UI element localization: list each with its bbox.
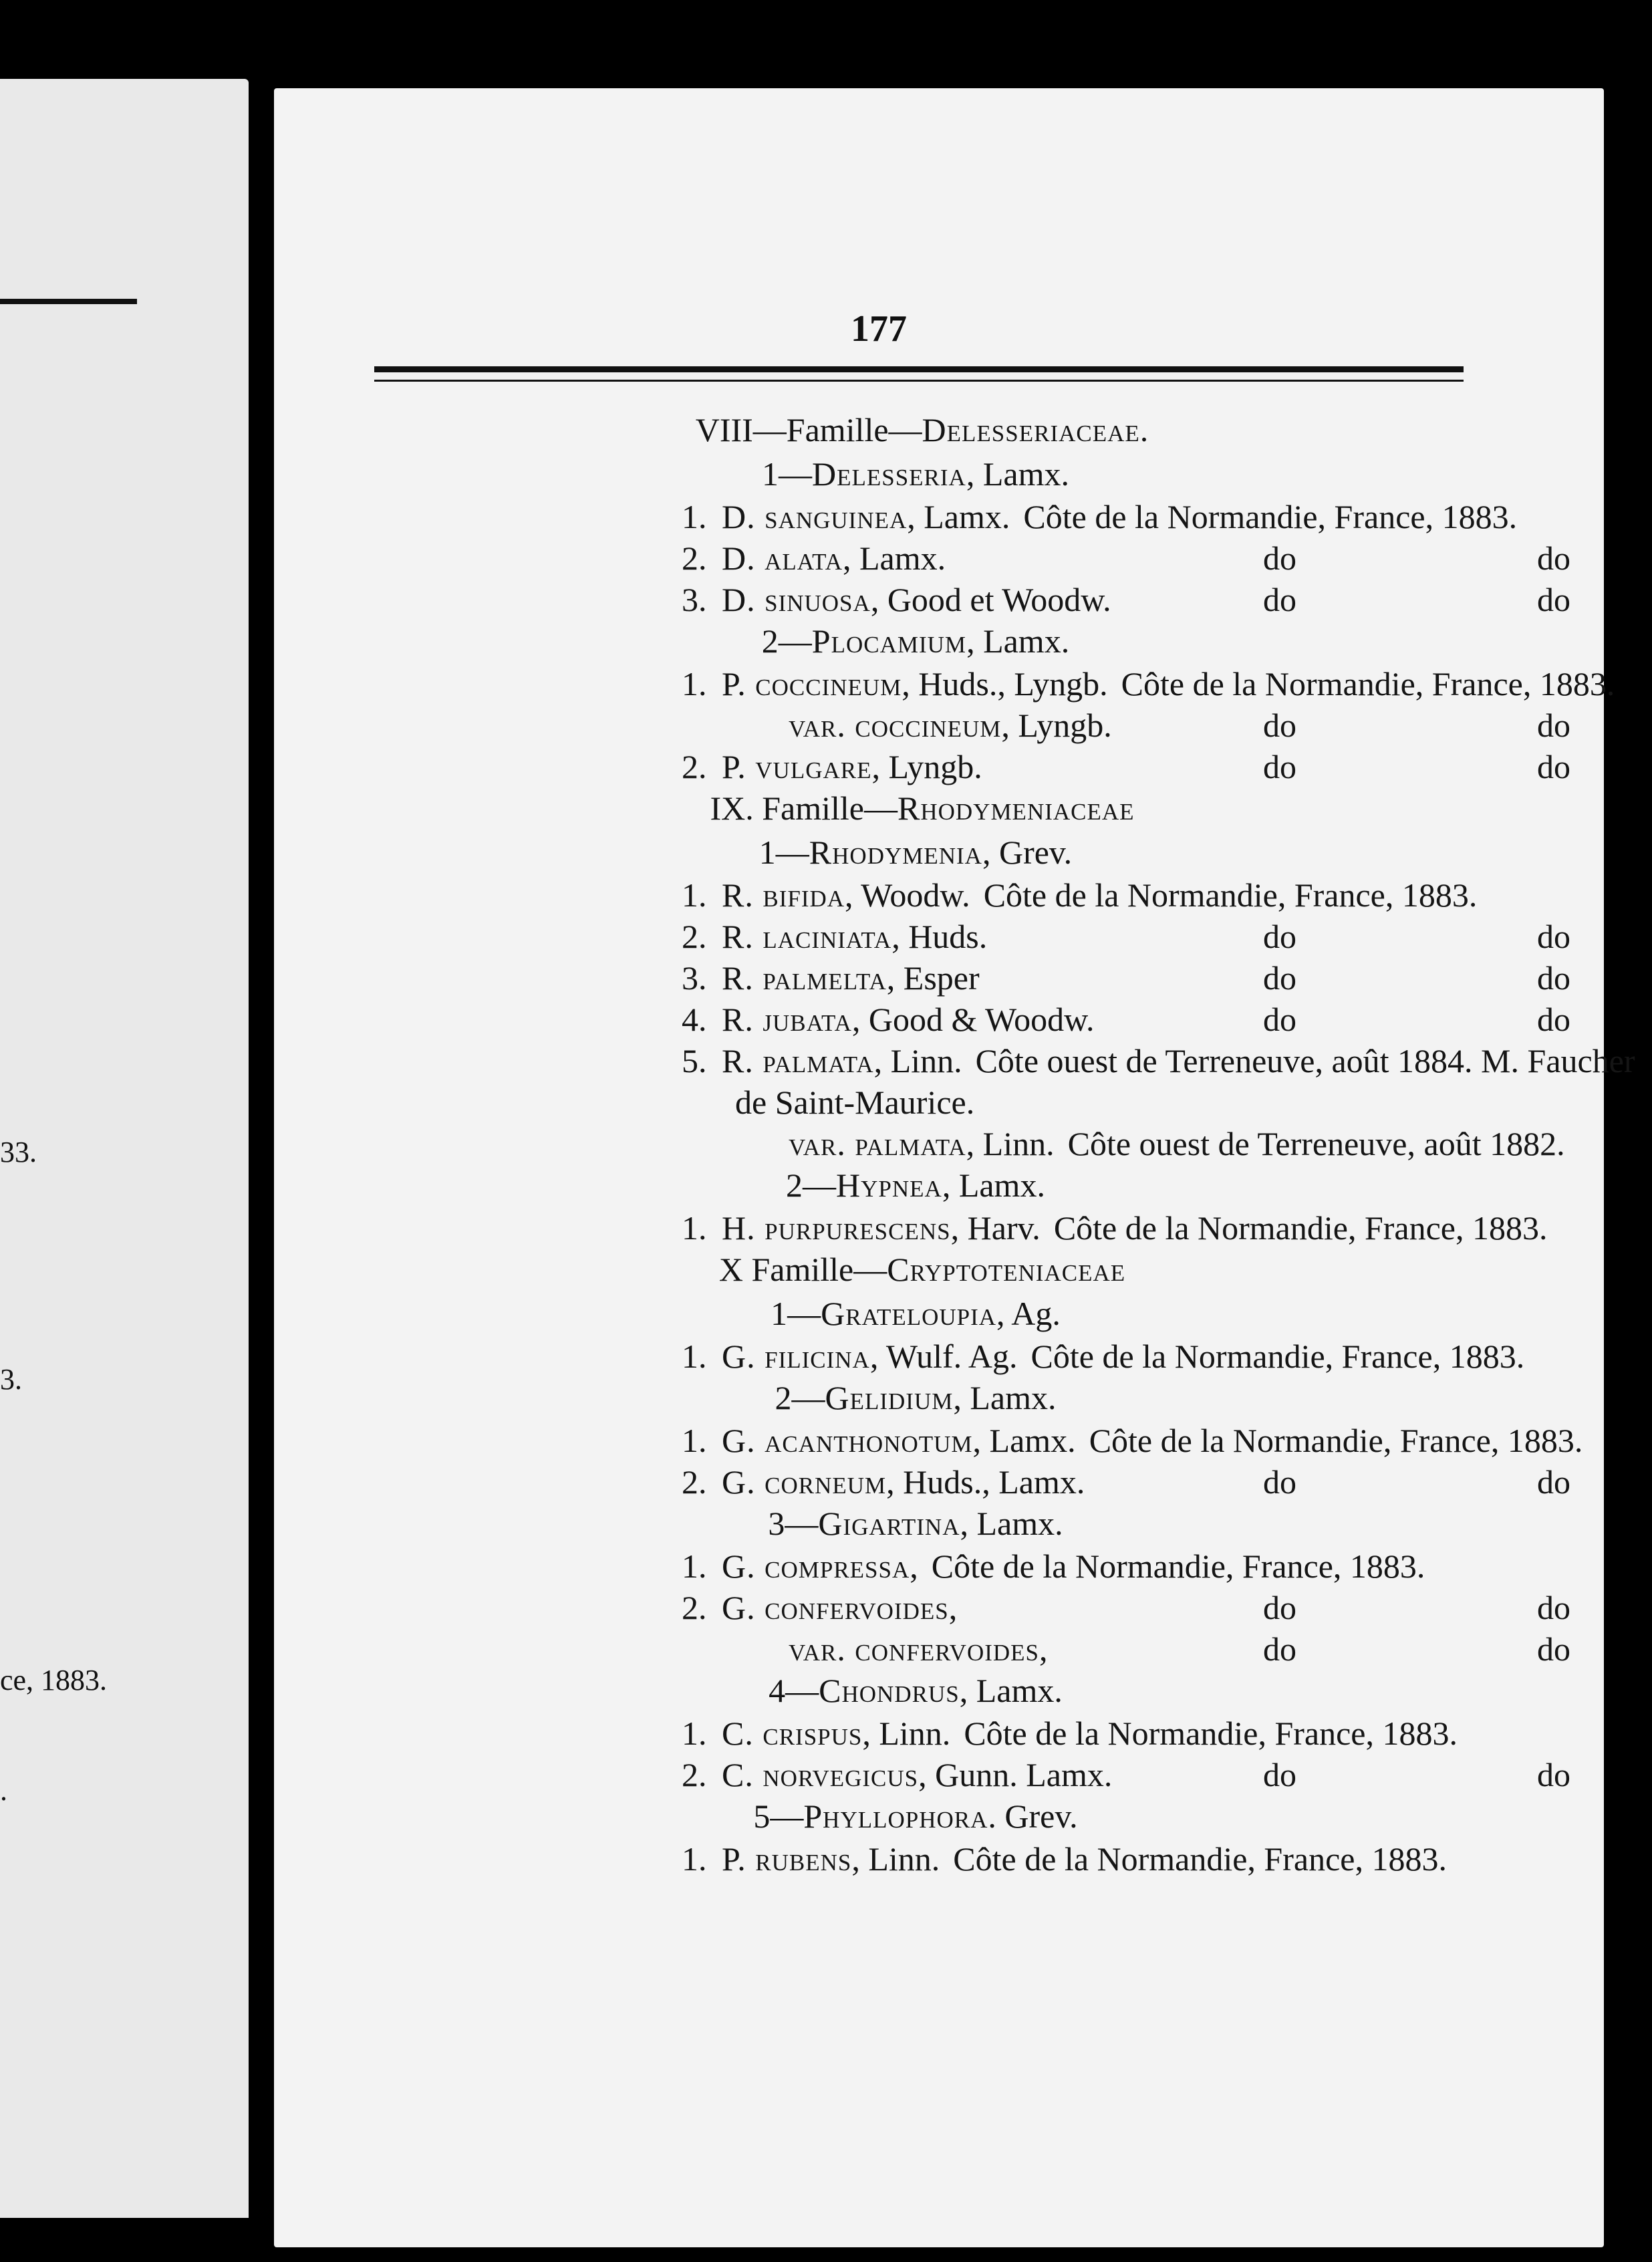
ditto-mark: do xyxy=(1537,1001,1570,1038)
genus-heading xyxy=(348,832,1484,874)
ditto-mark: do xyxy=(1263,1630,1296,1668)
species-name: R. palmata xyxy=(722,1042,874,1080)
genus-author: , Ag. xyxy=(996,1295,1061,1332)
species-name: G. confervoides xyxy=(722,1589,949,1626)
species-number: 1. xyxy=(682,1422,707,1459)
species-number: 2. xyxy=(682,748,707,785)
species-author: , Good & Woodw. xyxy=(851,1001,1095,1038)
genus-heading xyxy=(348,620,1484,663)
species-name: P. vulgare xyxy=(722,748,872,785)
genus-heading xyxy=(348,1670,1484,1713)
ditto-mark: do xyxy=(1263,959,1296,997)
species-name-line xyxy=(722,999,1095,1040)
genus-heading xyxy=(348,1795,1484,1838)
ditto-mark: do xyxy=(1537,707,1570,744)
species-author: , Linn. xyxy=(966,1125,1055,1162)
species-name: G. filicina xyxy=(722,1338,870,1375)
family-heading xyxy=(354,1249,1490,1293)
species-author: , Linn. xyxy=(862,1715,951,1752)
species-number: 1. xyxy=(682,1715,707,1752)
species-name-line xyxy=(722,957,980,999)
species-name: var. coccineum xyxy=(789,707,1002,744)
species-name: G. acanthonotum xyxy=(722,1422,973,1459)
ditto-mark: do xyxy=(1537,1589,1570,1626)
species-author: , xyxy=(1039,1630,1048,1668)
species-entry xyxy=(374,1713,1510,1754)
species-name-line xyxy=(722,1040,1635,1082)
species-name-line xyxy=(722,1754,1112,1795)
species-entry xyxy=(374,1545,1510,1587)
genus-heading xyxy=(348,1377,1484,1420)
species-entry xyxy=(374,579,1570,620)
genus-heading xyxy=(348,1164,1484,1207)
species-locality: Côte de la Normandie, France, 1883. xyxy=(931,1547,1425,1585)
species-name-line xyxy=(722,1545,1425,1587)
genus-heading xyxy=(348,453,1484,496)
genus-number: 1— xyxy=(762,455,812,493)
family-name: Cryptoteniaceae xyxy=(887,1251,1126,1288)
genus-number: 4— xyxy=(769,1672,819,1709)
species-name-line xyxy=(722,1461,1085,1503)
species-name-line xyxy=(722,1713,1458,1754)
species-name: P. coccineum xyxy=(722,665,902,703)
genus-author: , Lamx. xyxy=(960,1505,1063,1542)
species-locality: Côte ouest de Terreneuve, août 1882. xyxy=(1067,1125,1565,1162)
genus-number: 1— xyxy=(771,1295,821,1332)
species-number: 1. xyxy=(682,1209,707,1247)
species-number: 1. xyxy=(682,1840,707,1878)
family-heading xyxy=(354,409,1490,453)
species-name-line xyxy=(722,579,1111,620)
species-name-line xyxy=(722,537,946,579)
species-number: 4. xyxy=(682,1001,707,1038)
genus-author: , Lamx. xyxy=(966,455,1069,493)
header-rule-thin xyxy=(374,380,1464,382)
species-author: , Huds. xyxy=(891,918,988,955)
species-author: , Woodw. xyxy=(845,876,970,914)
species-locality: Côte de la Normandie, France, 1883. xyxy=(1030,1338,1525,1375)
species-locality: Côte de la Normandie, France, 1883. xyxy=(953,1840,1447,1878)
ditto-mark: do xyxy=(1537,1756,1570,1793)
ditto-mark: do xyxy=(1263,581,1296,618)
genus-author: , Lamx. xyxy=(959,1672,1063,1709)
species-author: , Linn. xyxy=(851,1840,940,1878)
species-name: C. norvegicus xyxy=(722,1756,919,1793)
species-entry xyxy=(374,746,1570,787)
species-number: 1. xyxy=(682,1547,707,1585)
species-name-line xyxy=(722,663,1615,705)
species-name: D. alata xyxy=(722,539,843,577)
genus-name: Phyllophora xyxy=(803,1797,988,1835)
species-name-line xyxy=(722,1420,1582,1461)
genus-author: , Lamx. xyxy=(953,1379,1057,1416)
species-author: , Good et Woodw. xyxy=(870,581,1111,618)
species-name: G. compressa xyxy=(722,1547,910,1585)
species-name-line xyxy=(722,1336,1524,1377)
ditto-mark: do xyxy=(1263,1463,1296,1501)
ditto-mark: do xyxy=(1537,1463,1570,1501)
species-entry xyxy=(374,1754,1570,1795)
species-number: 2. xyxy=(682,1463,707,1501)
species-name: R. jubata xyxy=(722,1001,852,1038)
species-number: 1. xyxy=(682,665,707,703)
species-locality: Côte de la Normandie, France, 1883. xyxy=(983,876,1478,914)
ditto-mark: do xyxy=(1263,918,1296,955)
ditto-mark: do xyxy=(1263,748,1296,785)
species-author: , xyxy=(910,1547,918,1585)
species-author: , Gunn. Lamx. xyxy=(918,1756,1113,1793)
species-name: H. purpurescens xyxy=(722,1209,951,1247)
ditto-mark: do xyxy=(1263,707,1296,744)
species-name: D. sinuosa xyxy=(722,581,871,618)
species-author: , Huds., Lamx. xyxy=(886,1463,1085,1501)
variety-entry xyxy=(374,1123,1565,1164)
page-number: 177 xyxy=(851,308,907,350)
species-locality: Côte ouest de Terreneuve, août 1884. M. Faucher xyxy=(975,1042,1635,1080)
species-name: P. rubens xyxy=(722,1840,852,1878)
genus-heading xyxy=(348,1293,1484,1336)
species-locality: Côte de la Normandie, France, 1883. xyxy=(964,1715,1458,1752)
species-name: var. palmata xyxy=(789,1125,966,1162)
ditto-mark: do xyxy=(1537,1630,1570,1668)
previous-page-fragment: 3. xyxy=(0,1363,22,1396)
genus-number: 2— xyxy=(761,622,812,660)
ditto-mark: do xyxy=(1263,1589,1296,1626)
species-entry xyxy=(374,1336,1525,1377)
genus-number: 2— xyxy=(786,1166,837,1204)
ditto-mark: do xyxy=(1537,748,1570,785)
genus-name: Delesseria xyxy=(812,455,966,493)
genus-author: . Grev. xyxy=(988,1797,1078,1835)
species-list xyxy=(374,409,1635,1880)
species-entry xyxy=(374,537,1570,579)
species-entry xyxy=(374,916,1570,957)
species-name: D. sanguinea xyxy=(722,498,908,535)
species-entry xyxy=(374,1461,1570,1503)
ditto-mark: do xyxy=(1263,539,1296,577)
species-author: , Lyngb. xyxy=(871,748,982,785)
ditto-mark: do xyxy=(1263,1756,1296,1793)
book-page xyxy=(274,88,1635,2247)
species-locality: Côte de la Normandie, France, 1883. xyxy=(1023,498,1518,535)
species-entry xyxy=(374,1420,1583,1461)
family-heading xyxy=(354,787,1490,832)
genus-heading xyxy=(348,1503,1484,1545)
species-author: , Esper xyxy=(886,959,980,997)
species-locality: Côte de la Normandie, France, 1883. xyxy=(1053,1209,1548,1247)
previous-page-fragment: 33. xyxy=(0,1136,37,1168)
species-number: 2. xyxy=(682,918,707,955)
genus-name: Gigartina xyxy=(818,1505,960,1542)
family-heading-prefix: IX. Famille— xyxy=(710,789,898,827)
genus-number: 5— xyxy=(753,1797,804,1835)
species-name-line xyxy=(722,916,987,957)
species-number: 1. xyxy=(682,498,707,535)
species-name: G. corneum xyxy=(722,1463,887,1501)
genus-author: , Lamx. xyxy=(966,622,1070,660)
species-number: 3. xyxy=(682,581,707,618)
species-entry xyxy=(374,999,1570,1040)
species-name-line xyxy=(722,1838,1447,1880)
species-name-line xyxy=(722,1207,1547,1249)
family-name: Delesseriaceae. xyxy=(922,411,1149,449)
ditto-mark: do xyxy=(1537,539,1570,577)
species-author: , Huds., Lyngb. xyxy=(902,665,1108,703)
species-number: 1. xyxy=(682,1338,707,1375)
genus-name: Plocamium xyxy=(811,622,967,660)
genus-number: 2— xyxy=(775,1379,825,1416)
species-author: , Harv. xyxy=(950,1209,1041,1247)
species-name: R. laciniata xyxy=(722,918,892,955)
genus-name: Grateloupia xyxy=(821,1295,997,1332)
ditto-mark: do xyxy=(1537,959,1570,997)
genus-author: , Grev. xyxy=(982,834,1073,871)
genus-name: Chondrus xyxy=(819,1672,960,1709)
species-number: 1. xyxy=(682,876,707,914)
genus-number: 1— xyxy=(759,834,809,871)
previous-page-rule xyxy=(0,299,137,304)
genus-number: 3— xyxy=(768,1505,819,1542)
previous-page-edge xyxy=(0,79,249,2218)
species-number: 2. xyxy=(682,539,707,577)
species-locality: Côte de la Normandie, France, 1883. xyxy=(1089,1422,1583,1459)
species-name-line xyxy=(789,705,1112,746)
species-name-line xyxy=(789,1123,1565,1164)
species-entry xyxy=(374,496,1518,537)
genus-name: Hypnea xyxy=(836,1166,942,1204)
species-locality-continued: de Saint-Maurice. xyxy=(735,1084,975,1121)
species-name: C. crispus xyxy=(722,1715,863,1752)
previous-page-fragment: ce, 1883. xyxy=(0,1664,108,1697)
species-name-line xyxy=(722,874,1477,916)
species-entry xyxy=(374,663,1615,705)
species-number: 2. xyxy=(682,1589,707,1626)
species-entry xyxy=(374,1587,1570,1628)
species-author: , Wulf. Ag. xyxy=(869,1338,1018,1375)
species-name: R. bifida xyxy=(722,876,845,914)
ditto-mark: do xyxy=(1537,581,1570,618)
species-entry xyxy=(374,1207,1548,1249)
species-number: 5. xyxy=(682,1042,707,1080)
previous-page-fragment: . xyxy=(0,1774,7,1807)
ditto-mark: do xyxy=(1537,918,1570,955)
species-entry xyxy=(374,1040,1635,1082)
species-entry xyxy=(374,1838,1510,1880)
species-name: var. confervoides xyxy=(789,1630,1039,1668)
species-author: , Lamx. xyxy=(907,498,1010,535)
species-author: , xyxy=(948,1589,958,1626)
species-name-line xyxy=(722,1587,957,1628)
genus-name: Rhodymenia xyxy=(809,834,982,871)
species-author: , Linn. xyxy=(873,1042,962,1080)
species-number: 3. xyxy=(682,959,707,997)
species-author: , Lyngb. xyxy=(1001,707,1112,744)
species-author: , Lamx. xyxy=(972,1422,1076,1459)
variety-entry xyxy=(374,705,1570,746)
genus-author: , Lamx. xyxy=(942,1166,1045,1204)
species-name-line xyxy=(722,746,982,787)
species-locality: Côte de la Normandie, France, 1883. xyxy=(1121,665,1615,703)
species-author: , Lamx. xyxy=(843,539,946,577)
family-name: Rhodymeniaceae xyxy=(897,789,1135,827)
family-heading-prefix: X Famille— xyxy=(718,1251,887,1288)
species-number: 2. xyxy=(682,1756,707,1793)
species-name: R. palmelta xyxy=(722,959,887,997)
header-rule xyxy=(374,366,1464,372)
genus-name: Gelidium xyxy=(825,1379,954,1416)
species-name-line xyxy=(722,496,1517,537)
variety-entry xyxy=(374,1628,1570,1670)
species-entry xyxy=(374,957,1570,999)
family-heading-prefix: VIII—Famille— xyxy=(695,411,922,449)
species-entry xyxy=(374,874,1510,916)
ditto-mark: do xyxy=(1263,1001,1296,1038)
species-name-line xyxy=(789,1628,1048,1670)
